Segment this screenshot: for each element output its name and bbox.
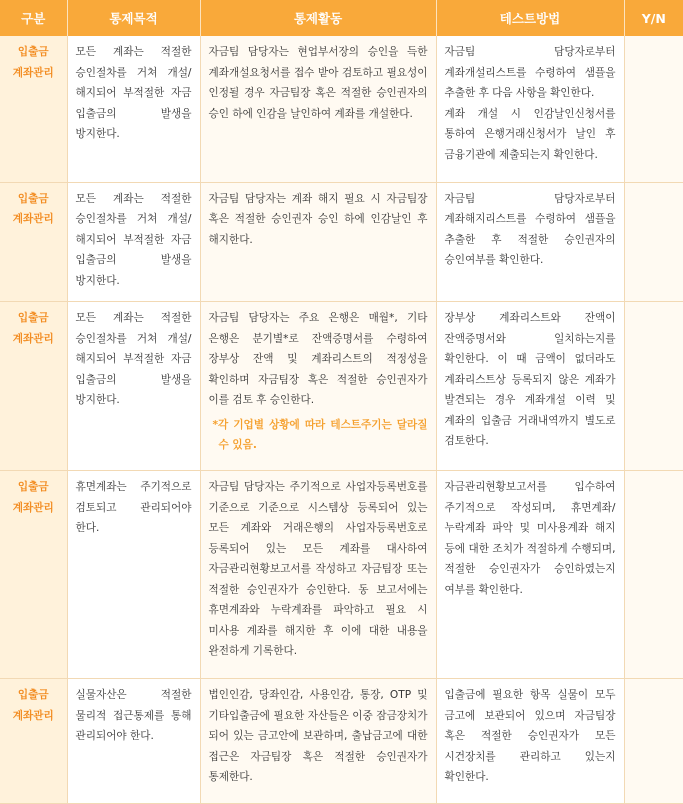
test-method-text: 자금팀 담당자로부터 계좌해지리스트를 수령하여 샘플을 추출한 후 적절한 승인권자의 승인여부를 확인한다. — [444, 192, 616, 266]
test-method-cell — [436, 182, 624, 302]
activity-cell: 자금팀 담당자는 주기적으로 사업자등록번호를 기준으로 기준으로 시스템상 등록되어 있는 모든 계좌와 거래은행의 사업자등록번호로 등록되어 있는 모든 계좌를 대사하여 자금관리현황보고서를 작성하고 자금팀장 또는 적절한 승인권자가 승인한다. 동 보고서에는 휴면계좌와 누락계좌를 파악하고 필요 시 미사용 계좌를 해지한 후 이에 대한 내용을 완전하게 기록한다. — [200, 471, 436, 679]
header-test-method: 테스트방법 — [436, 0, 624, 36]
objective-cell: 모든 계좌는 적절한 승인절차를 거쳐 개설/해지되어 부적절한 자금 입출금의 발생을 방지한다. — [67, 36, 200, 182]
yn-cell — [624, 182, 683, 302]
category-cell: 입출금 계좌관리 — [0, 302, 67, 471]
table-row — [0, 302, 683, 471]
yn-cell — [624, 302, 683, 471]
activity-cell — [200, 302, 436, 471]
header-activity: 통제활동 — [200, 0, 436, 36]
test-method-text: 자금관리현황보고서를 입수하여 주기적으로 작성되며, 휴면계좌/누락계좌 파악 및 미사용계좌 해지 등에 대한 조치가 적절하게 수행되며, 적절한 승인권자가 승인하였는지 여부를 확인한다. — [444, 481, 616, 596]
header-objective: 통제목적 — [67, 0, 200, 36]
activity-text: 자금팀 담당자는 주요 은행은 매월*, 기타 은행은 분기별*로 잔액증명서를 수령하여 장부상 잔액 및 계좌리스트의 적정성을 확인하며 자금팀장 혹은 적절한 승인권자가 이를 검토 후 승인한다. — [208, 312, 428, 406]
test-method-text-2: 계좌 개설 시 인감날인신청서를 통하여 은행거래신청서가 날인 후 금융기관에 제출되는지 확인한다. — [444, 107, 616, 161]
objective-cell: 모든 계좌는 적절한 승인절차를 거쳐 개설/해지되어 부적절한 자금 입출금의 발생을 방지한다. — [67, 302, 200, 471]
activity-cell: 자금팀 담당자는 현업부서장의 승인을 득한 계좌개설요청서를 접수 받아 검토하고 필요성이 인정될 경우 자금팀장 혹은 적절한 승인권자의 승인 하에 인감을 날인하여 계좌를 개설한다. — [200, 36, 436, 182]
test-method-text: 자금팀 담당자로부터 계좌개설리스트를 수령하여 샘플을 추출한 후 다음 사항을 확인한다. — [444, 46, 616, 99]
objective-cell: 휴면계좌는 주기적으로 검토되고 관리되어야 한다. — [67, 471, 200, 679]
test-method-text: 입출금에 필요한 항목 실물이 모두 금고에 보관되어 있으며 자금팀장 혹은 적절한 승인권자가 모든 시건장치를 관리하고 있는지 확인한다. — [444, 689, 616, 783]
yn-cell — [624, 679, 683, 804]
header-category: 구분 — [0, 0, 67, 36]
category-cell: 입출금 계좌관리 — [0, 36, 67, 182]
table-row — [0, 471, 683, 679]
table-row — [0, 182, 683, 302]
test-method-text: 장부상 계좌리스트와 잔액이 잔액증명서와 일치하는지를 확인한다. 이 때 금액이 없더라도 계좌리스트상 등록되지 않은 계좌가 발견되는 경우 계좌개설 이력 및 계좌의 입출금 거래내역까지 별도로 검토한다. — [444, 312, 616, 447]
yn-cell — [624, 36, 683, 182]
test-method-cell — [436, 302, 624, 471]
header-yn: Y/N — [624, 0, 683, 36]
header-row — [0, 0, 683, 36]
objective-cell: 실물자산은 적절한 물리적 접근통제를 통해 관리되어야 한다. — [67, 679, 200, 804]
category-cell: 입출금 계좌관리 — [0, 182, 67, 302]
objective-cell: 모든 계좌는 적절한 승인절차를 거쳐 개설/해지되어 부적절한 자금 입출금의 발생을 방지한다. — [67, 182, 200, 302]
activity-cell: 법인인감, 당좌인감, 사용인감, 통장, OTP 및 기타입출금에 필요한 자산들은 이중 잠금장치가 되어 있는 금고안에 보관하며, 출납금고에 대한 접근은 자금팀장 혹은 적절한 승인권자가 통제한다. — [200, 679, 436, 804]
category-cell: 입출금 계좌관리 — [0, 679, 67, 804]
activity-cell: 자금팀 담당자는 계좌 해지 필요 시 자금팀장 혹은 적절한 승인권자 승인 하에 인감날인 후 해지한다. — [200, 182, 436, 302]
yn-cell — [624, 471, 683, 679]
test-method-cell — [436, 471, 624, 679]
test-method-cell — [436, 679, 624, 804]
test-frequency-note: *각 기업별 상황에 따라 테스트주기는 달라질 수 있음. — [212, 418, 428, 451]
category-cell: 입출금 계좌관리 — [0, 471, 67, 679]
test-method-cell — [436, 36, 624, 182]
table-row — [0, 36, 683, 182]
table-row — [0, 679, 683, 804]
